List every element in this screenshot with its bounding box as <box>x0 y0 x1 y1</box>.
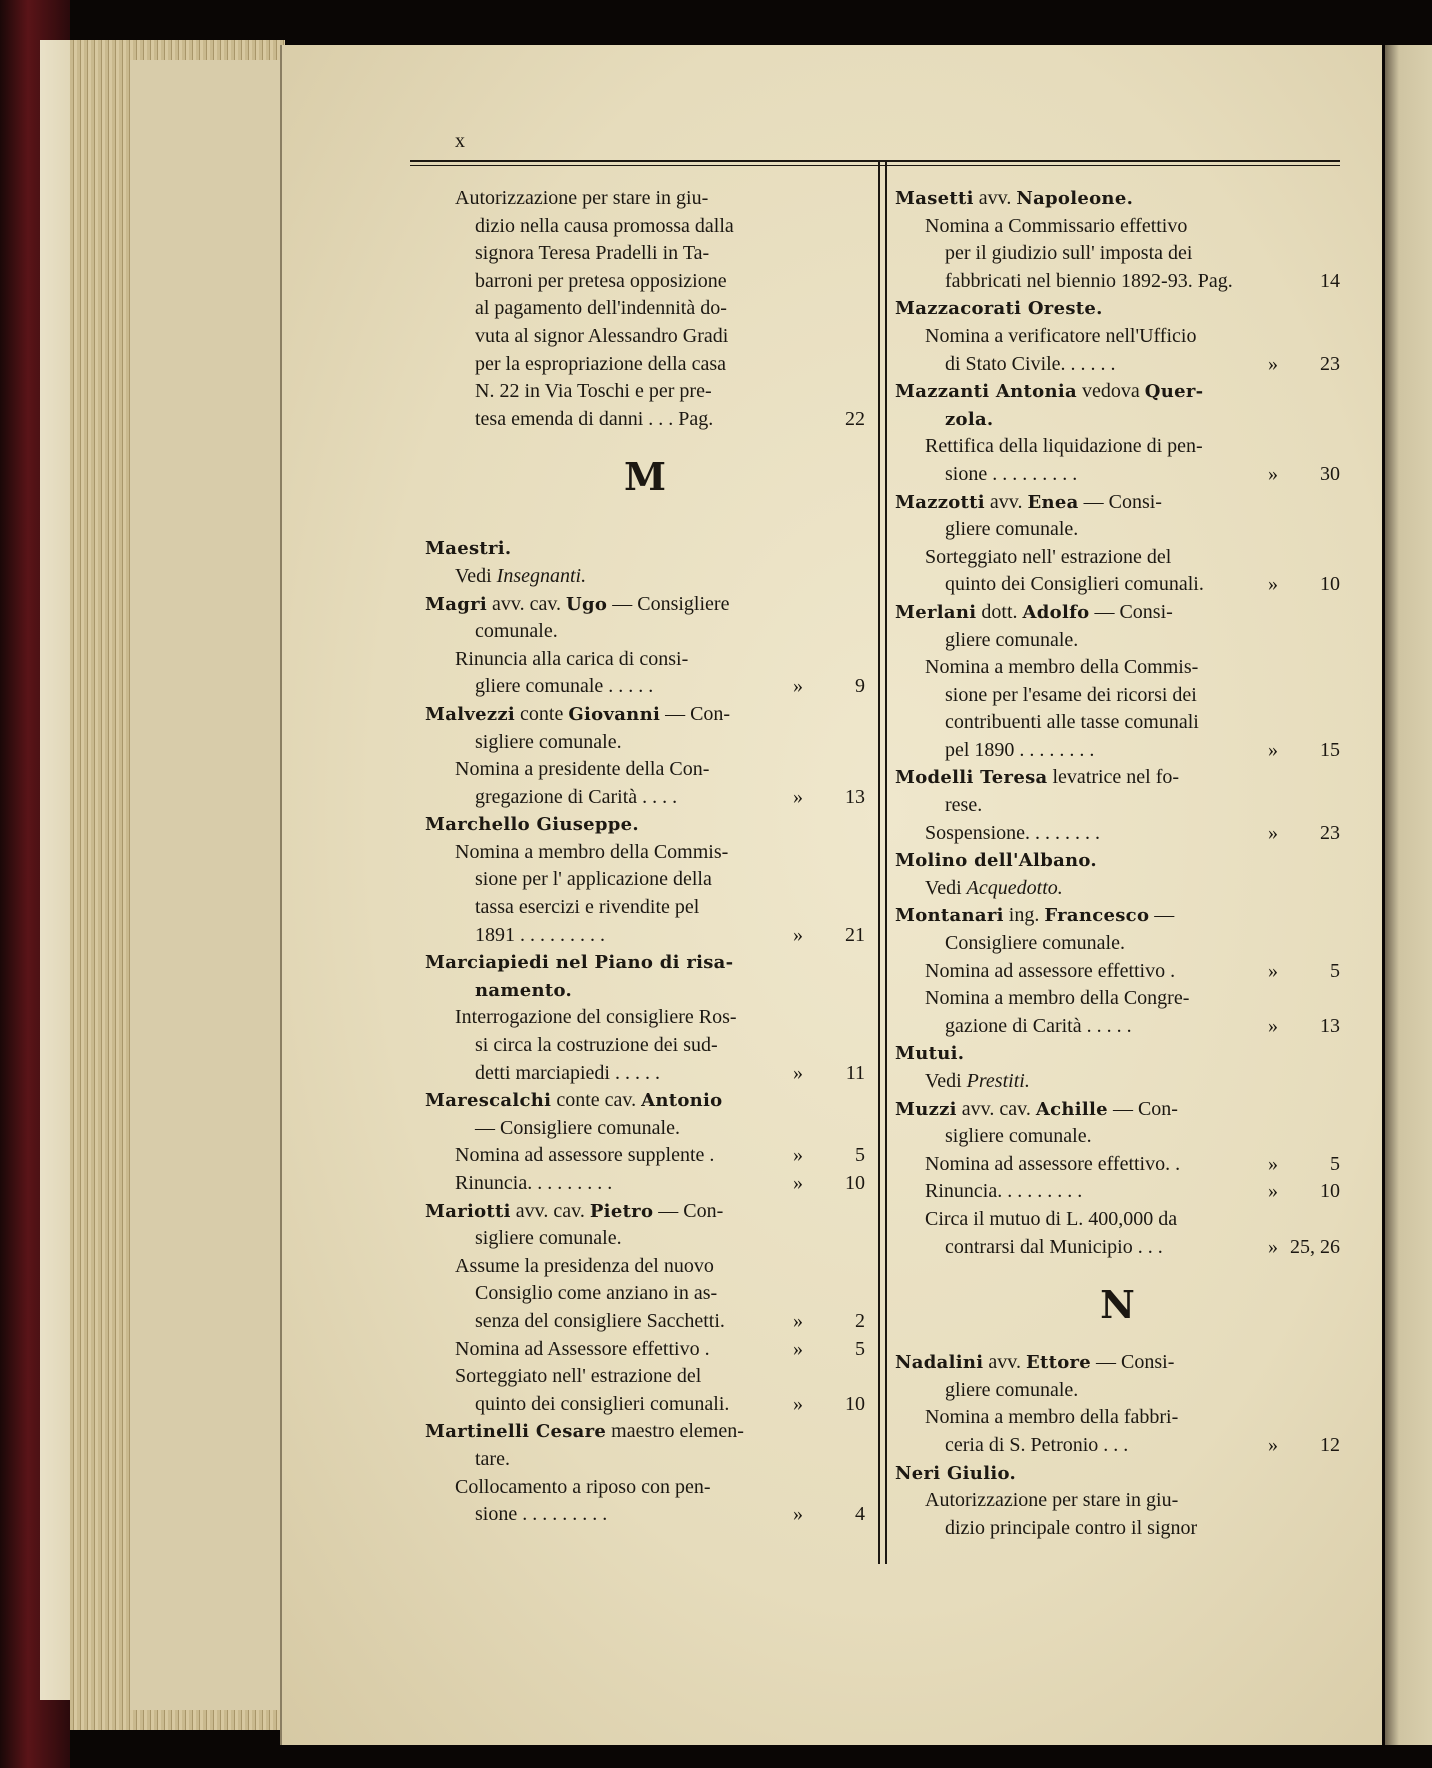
entry-text: Sorteggiato nell' estrazione del <box>925 545 1172 568</box>
index-entry-line <box>895 958 1340 986</box>
line-gap <box>425 433 865 447</box>
index-entry-line <box>425 406 865 434</box>
entry-text: Consiglio come anziano in as- <box>475 1282 718 1305</box>
index-entry-line <box>425 1032 865 1060</box>
index-entry-line <box>425 1336 865 1364</box>
entry-text: si circa la costruzione dei sud- <box>475 1034 718 1057</box>
index-entry-line <box>895 213 1340 241</box>
index-entry-line <box>425 784 865 812</box>
entry-text: al pagamento dell'indennità do- <box>475 297 727 320</box>
index-entry-heading <box>895 1460 1340 1488</box>
entry-name: Mazzacorati Oreste. <box>895 298 1103 320</box>
index-entry-heading <box>895 489 1340 517</box>
entry-text: quinto dei consiglieri comunali. <box>475 1392 730 1415</box>
index-entry-line <box>895 351 1340 379</box>
index-entry-line <box>425 1501 865 1529</box>
page-reference: 23 <box>1320 821 1340 844</box>
column-divider <box>878 162 887 1564</box>
index-entry-line <box>895 875 1340 903</box>
index-entry-line <box>895 1377 1340 1405</box>
index-entry-heading <box>425 949 865 977</box>
index-entry-heading <box>425 701 865 729</box>
page-reference: 25, 26 <box>1290 1235 1340 1258</box>
index-entry-line <box>895 985 1340 1013</box>
entry-name: Mutui. <box>895 1043 965 1065</box>
entry-text: Autorizzazione per stare in giu- <box>455 187 709 209</box>
index-entry-heading <box>425 1087 865 1115</box>
index-entry-line <box>895 737 1340 765</box>
entry-name: namento. <box>475 979 573 1001</box>
index-entry-line <box>425 1308 865 1336</box>
index-entry-heading <box>895 378 1340 406</box>
page-reference: 5 <box>855 1144 865 1167</box>
entry-name: Nadalini <box>895 1352 984 1374</box>
index-entry-line <box>895 1432 1340 1460</box>
entry-text: Collocamento a riposo con pen- <box>455 1475 711 1498</box>
entry-text: Consigliere comunale. <box>945 932 1125 955</box>
entry-name: Molino dell'Albano. <box>895 850 1097 872</box>
index-entry-line <box>425 1142 865 1170</box>
ditto-mark: » <box>1268 1235 1278 1258</box>
entry-text-rest: — Consigliere <box>607 592 730 615</box>
ditto-mark: » <box>1268 738 1278 761</box>
entry-text: levatrice nel fo- <box>1047 766 1180 789</box>
index-entry-line <box>895 1178 1340 1206</box>
index-entry-line <box>425 1115 865 1143</box>
entry-text: Rinuncia. . . . . . . . . <box>455 1172 613 1194</box>
index-entry-line <box>895 433 1340 461</box>
entry-text-rest: — Consi- <box>1078 490 1162 513</box>
entry-text: Nomina ad assessore effettivo . <box>925 959 1176 982</box>
entry-name: Mazzanti Antonia <box>895 381 1077 403</box>
index-entry-line <box>425 839 865 867</box>
ditto-mark: » <box>1268 1433 1278 1456</box>
index-entry-line <box>895 240 1340 268</box>
entry-text: Sorteggiato nell' estrazione del <box>455 1365 702 1388</box>
index-entry-line <box>895 1151 1340 1179</box>
line-gap <box>895 1261 1340 1275</box>
entry-text: sione per l' applicazione della <box>475 868 712 891</box>
entry-text: sigliere comunale. <box>475 1227 622 1250</box>
entry-text: avv. <box>983 1351 1026 1374</box>
italic-wrapper <box>967 877 1063 899</box>
left-column <box>425 185 865 1529</box>
entry-text-rest: — Con- <box>1107 1097 1178 1120</box>
index-entry-line <box>895 1487 1340 1515</box>
entry-text: Nomina ad assessore effettivo. . <box>925 1152 1181 1175</box>
index-entry-line <box>425 618 865 646</box>
entry-text: Nomina a membro della Commis- <box>925 656 1199 679</box>
facing-page-edge <box>1385 45 1432 1745</box>
index-entry-heading <box>425 977 865 1005</box>
ditto-mark: » <box>1268 959 1278 982</box>
entry-reference: Insegnanti. <box>496 564 587 587</box>
entry-text: Nomina ad Assessore effettivo . <box>455 1337 710 1360</box>
index-entry-line <box>425 1004 865 1032</box>
index-entry-line <box>895 461 1340 489</box>
index-entry-line <box>425 295 865 323</box>
page-reference: 14 <box>1320 269 1340 292</box>
ditto-mark: » <box>1268 1180 1278 1203</box>
page-reference: 12 <box>1320 1433 1340 1456</box>
entry-text: Nomina a verificatore nell'Ufficio <box>925 324 1197 347</box>
entry-name: Marchello Giuseppe. <box>425 814 639 836</box>
index-entry-line <box>425 756 865 784</box>
entry-text: vuta al signor Alessandro Gradi <box>475 324 729 347</box>
page-reference: 23 <box>1320 352 1340 375</box>
entry-name: Mazzotti <box>895 491 985 513</box>
index-entry-heading <box>425 1418 865 1446</box>
index-entry-line <box>425 563 865 591</box>
ditto-mark: » <box>793 1503 803 1526</box>
index-entry-line <box>895 268 1340 296</box>
index-entry-line <box>425 894 865 922</box>
ditto-mark: » <box>793 785 803 808</box>
entry-given-name: Pietro <box>589 1200 654 1222</box>
entry-text: Rinuncia alla carica di consi- <box>455 647 689 670</box>
index-entry-line <box>895 1206 1340 1234</box>
right-column <box>895 185 1340 1542</box>
entry-text: gliere comunale. <box>945 628 1079 651</box>
index-entry-line <box>425 185 865 213</box>
entry-name: Magri <box>425 593 487 615</box>
entry-text-rest: — <box>1149 904 1175 927</box>
entry-text-rest: — Consi- <box>1089 600 1173 623</box>
entry-text: Sospensione. . . . . . . . <box>925 821 1100 844</box>
entry-text: sigliere comunale. <box>945 1125 1092 1148</box>
index-entry-line <box>425 323 865 351</box>
entry-text: Assume la presidenza del nuovo <box>455 1254 714 1277</box>
header-rule-thin <box>410 165 1340 166</box>
entry-name: Marciapiedi nel Piano di risa- <box>425 952 734 974</box>
index-entry-line <box>895 516 1340 544</box>
ditto-mark: » <box>793 1309 803 1332</box>
entry-given-name: Napoleone. <box>1016 188 1134 209</box>
entry-reference: Prestiti. <box>966 1070 1030 1092</box>
entry-text: gliere comunale . . . . . <box>475 675 654 698</box>
entry-name: Muzzi <box>895 1098 957 1120</box>
ditto-mark: » <box>1268 821 1278 844</box>
index-entry-line <box>425 673 865 701</box>
index-entry-heading <box>895 295 1340 323</box>
entry-text: dizio principale contro il signor <box>945 1516 1198 1539</box>
entry-text: Nomina ad assessore supplente . <box>455 1144 715 1167</box>
page-reference: 22 <box>845 407 865 430</box>
index-entry-heading <box>895 599 1340 627</box>
entry-name: Martinelli Cesare <box>425 1421 607 1443</box>
index-entry-heading <box>895 1040 1340 1068</box>
page-reference: 13 <box>1320 1014 1340 1037</box>
page-reference: 4 <box>855 1503 865 1526</box>
entry-text: gliere comunale. <box>945 518 1079 541</box>
entry-text: barroni per pretesa opposizione <box>475 269 727 292</box>
entry-name: Modelli Teresa <box>895 767 1048 789</box>
index-entry-line <box>895 792 1340 820</box>
index-entry-line <box>895 627 1340 655</box>
index-entry-line <box>425 1363 865 1391</box>
page-reference: 10 <box>845 1172 865 1194</box>
entry-name: Mariotti <box>425 1200 511 1222</box>
index-entry-line <box>895 1404 1340 1432</box>
entry-text: sigliere comunale. <box>475 730 622 753</box>
entry-text: Circa il mutuo di L. 400,000 da <box>925 1207 1178 1230</box>
entry-given-name: Giovanni <box>568 703 661 725</box>
italic-wrapper <box>967 1070 1030 1092</box>
line-gap <box>425 521 865 535</box>
entry-text: quinto dei Consiglieri comunali. <box>945 573 1204 596</box>
entry-text: 1891 . . . . . . . . . <box>475 923 605 946</box>
ditto-mark: » <box>793 1337 803 1360</box>
ditto-mark: » <box>793 923 803 946</box>
entry-name: Maestri. <box>425 538 512 560</box>
index-entry-heading <box>895 1349 1340 1377</box>
index-entry-heading <box>895 847 1340 875</box>
entry-text: senza del consigliere Sacchetti. <box>475 1309 725 1332</box>
ditto-mark: » <box>1268 573 1278 596</box>
index-entry-line <box>425 213 865 241</box>
entry-text: Vedi <box>925 876 967 899</box>
ditto-mark: » <box>793 1172 803 1194</box>
index-entry-heading <box>895 406 1340 434</box>
entry-text: avv. cav. <box>487 592 567 615</box>
index-entry-line <box>895 709 1340 737</box>
line-gap <box>895 1335 1340 1349</box>
underlying-leaf <box>130 60 280 1710</box>
entry-text: contribuenti alle tasse comunali <box>945 711 1199 734</box>
index-entry-line <box>425 1060 865 1088</box>
entry-text: signora Teresa Pradelli in Ta- <box>475 242 710 265</box>
entry-text: dizio nella causa promossa dalla <box>475 214 734 237</box>
ditto-mark: » <box>793 675 803 698</box>
entry-text: sione . . . . . . . . . <box>945 462 1078 485</box>
page-reference: 10 <box>1320 1180 1340 1203</box>
entry-text: Autorizzazione per stare in giu- <box>925 1489 1179 1512</box>
index-entry-heading <box>425 1198 865 1226</box>
entry-given-name: Ettore <box>1025 1352 1092 1374</box>
entry-text: di Stato Civile. . . . . . <box>945 352 1116 375</box>
entry-text: per il giudizio sull' imposta dei <box>945 242 1193 265</box>
entry-text: fabbricati nel biennio 1892-93. Pag. <box>945 269 1233 292</box>
entry-text: avv. cav. <box>510 1199 590 1222</box>
entry-given-name: Francesco <box>1044 905 1150 927</box>
entry-text: vedova <box>1076 380 1145 403</box>
italic-wrapper <box>497 565 586 587</box>
entry-text: Interrogazione del consigliere Ros- <box>455 1006 737 1029</box>
entry-text: detti marciapiedi . . . . . <box>475 1061 660 1084</box>
entry-text: gazione di Carità . . . . . <box>945 1014 1132 1037</box>
entry-name: Neri Giulio. <box>895 1462 1017 1484</box>
entry-given-name: Quer- <box>1144 381 1204 403</box>
entry-text: Rettifica della liquidazione di pen- <box>925 435 1203 458</box>
index-entry-line <box>425 729 865 757</box>
entry-name: zola. <box>945 408 994 430</box>
entry-text: gliere comunale. <box>945 1378 1079 1401</box>
entry-text: — Consigliere comunale. <box>475 1116 680 1139</box>
entry-text: tare. <box>475 1447 510 1470</box>
index-entry-line <box>425 1253 865 1281</box>
entry-given-name: Enea <box>1027 491 1079 513</box>
entry-text: Nomina a presidente della Con- <box>455 758 710 781</box>
page-number: x <box>455 130 465 152</box>
entry-text: maestro elemen- <box>606 1420 744 1443</box>
index-entry-line <box>895 544 1340 572</box>
header-rule <box>410 160 1340 162</box>
entry-text: conte cav. <box>551 1089 642 1112</box>
entry-text: rese. <box>945 794 983 817</box>
index-entry-line <box>425 378 865 406</box>
page-reference: 5 <box>1330 1152 1340 1175</box>
entry-text: conte <box>515 702 569 725</box>
index-entry-line <box>425 1446 865 1474</box>
entry-text: avv. <box>973 187 1017 209</box>
entry-given-name: Adolfo <box>1022 601 1090 623</box>
index-entry-line <box>425 1170 865 1198</box>
entry-text: Vedi <box>455 564 497 587</box>
entry-text: dott. <box>976 600 1023 623</box>
index-entry-line <box>425 922 865 950</box>
entry-text: Nomina a membro della Commis- <box>455 840 729 863</box>
index-entry-line <box>895 571 1340 599</box>
entry-text: Nomina a Commissario effettivo <box>925 214 1188 237</box>
index-entry-line <box>425 866 865 894</box>
entry-text: Rinuncia. . . . . . . . . <box>925 1180 1083 1203</box>
page-reference: 10 <box>845 1392 865 1415</box>
entry-text: Vedi <box>925 1070 967 1092</box>
section-letter: N <box>1100 1282 1135 1328</box>
entry-text-rest: — Consi- <box>1091 1351 1175 1374</box>
page-reference: 2 <box>855 1309 865 1332</box>
entry-name: Malvezzi <box>425 703 516 725</box>
section-letter: M <box>623 454 667 500</box>
entry-text: avv. <box>984 490 1028 513</box>
index-entry-heading <box>425 535 865 563</box>
entry-text: avv. cav. <box>956 1097 1036 1120</box>
page-reference: 30 <box>1320 462 1340 485</box>
index-entry-line <box>895 820 1340 848</box>
index-entry-line <box>895 1068 1340 1096</box>
index-entry-line <box>425 1391 865 1419</box>
ditto-mark: » <box>793 1392 803 1415</box>
page-reference: 5 <box>1330 959 1340 982</box>
index-entry-heading <box>895 185 1340 213</box>
index-entry-line <box>895 1515 1340 1543</box>
index-entry-line <box>895 654 1340 682</box>
page-reference: 11 <box>845 1061 865 1084</box>
entry-text: ing. <box>1003 904 1045 927</box>
entry-text: comunale. <box>475 620 558 643</box>
ditto-mark: » <box>793 1144 803 1167</box>
entry-text: tassa esercizi e rivendite pel <box>475 896 700 919</box>
entry-name: Merlani <box>895 601 977 623</box>
entry-text: per la espropriazione della casa <box>475 352 726 375</box>
index-entry-line <box>425 646 865 674</box>
index-entry-line <box>425 240 865 268</box>
index-entry-line <box>895 1123 1340 1151</box>
index-entry-line <box>895 1013 1340 1041</box>
index-entry-heading <box>895 1096 1340 1124</box>
index-entry-line <box>895 1234 1340 1262</box>
page-reference: 21 <box>845 923 865 946</box>
entry-given-name: Ugo <box>566 593 608 615</box>
page-reference: 15 <box>1320 738 1340 761</box>
ditto-mark: » <box>1268 1152 1278 1175</box>
entry-name: Masetti <box>895 188 974 209</box>
entry-name: Marescalchi <box>425 1090 552 1112</box>
entry-text: sione per l'esame dei ricorsi dei <box>945 683 1197 706</box>
index-entry-line <box>425 351 865 379</box>
index-entry-line <box>895 682 1340 710</box>
entry-text: Nomina a membro della Congre- <box>925 987 1190 1010</box>
ditto-mark: » <box>1268 462 1278 485</box>
index-entry-line <box>425 1225 865 1253</box>
line-gap <box>425 507 865 521</box>
entry-text: ceria di S. Petronio . . . <box>945 1433 1129 1456</box>
entry-text: sione . . . . . . . . . <box>475 1503 608 1526</box>
index-entry-heading <box>425 811 865 839</box>
entry-given-name: Antonio <box>641 1090 723 1112</box>
page-reference: 9 <box>855 675 865 698</box>
entry-text-rest: — Con- <box>660 702 731 725</box>
entry-text: gregazione di Carità . . . . <box>475 785 678 808</box>
index-entry-line <box>425 268 865 296</box>
ditto-mark: » <box>1268 352 1278 375</box>
index-entry-heading <box>895 902 1340 930</box>
entry-text-rest: — Con- <box>653 1199 724 1222</box>
entry-text: pel 1890 . . . . . . . . <box>945 738 1095 761</box>
index-entry-line <box>425 1474 865 1502</box>
entry-reference: Acquedotto. <box>966 876 1063 899</box>
entry-given-name: Achille <box>1035 1098 1108 1120</box>
entry-text: tesa emenda di danni . . . Pag. <box>475 407 714 430</box>
ditto-mark: » <box>1268 1014 1278 1037</box>
ditto-mark: » <box>793 1061 803 1084</box>
index-entry-line <box>895 323 1340 351</box>
index-entry-heading <box>895 764 1340 792</box>
entry-text: N. 22 in Via Toschi e per pre- <box>475 380 712 403</box>
page-reference: 13 <box>845 785 865 808</box>
entry-name: Montanari <box>895 905 1004 927</box>
index-entry-heading <box>425 591 865 619</box>
page-reference: 5 <box>855 1337 865 1360</box>
page-reference: 10 <box>1320 573 1340 596</box>
index-entry-line <box>895 930 1340 958</box>
entry-text: contrarsi dal Municipio . . . <box>945 1235 1163 1258</box>
index-entry-line <box>425 1280 865 1308</box>
entry-text: Nomina a membro della fabbri- <box>925 1406 1179 1429</box>
